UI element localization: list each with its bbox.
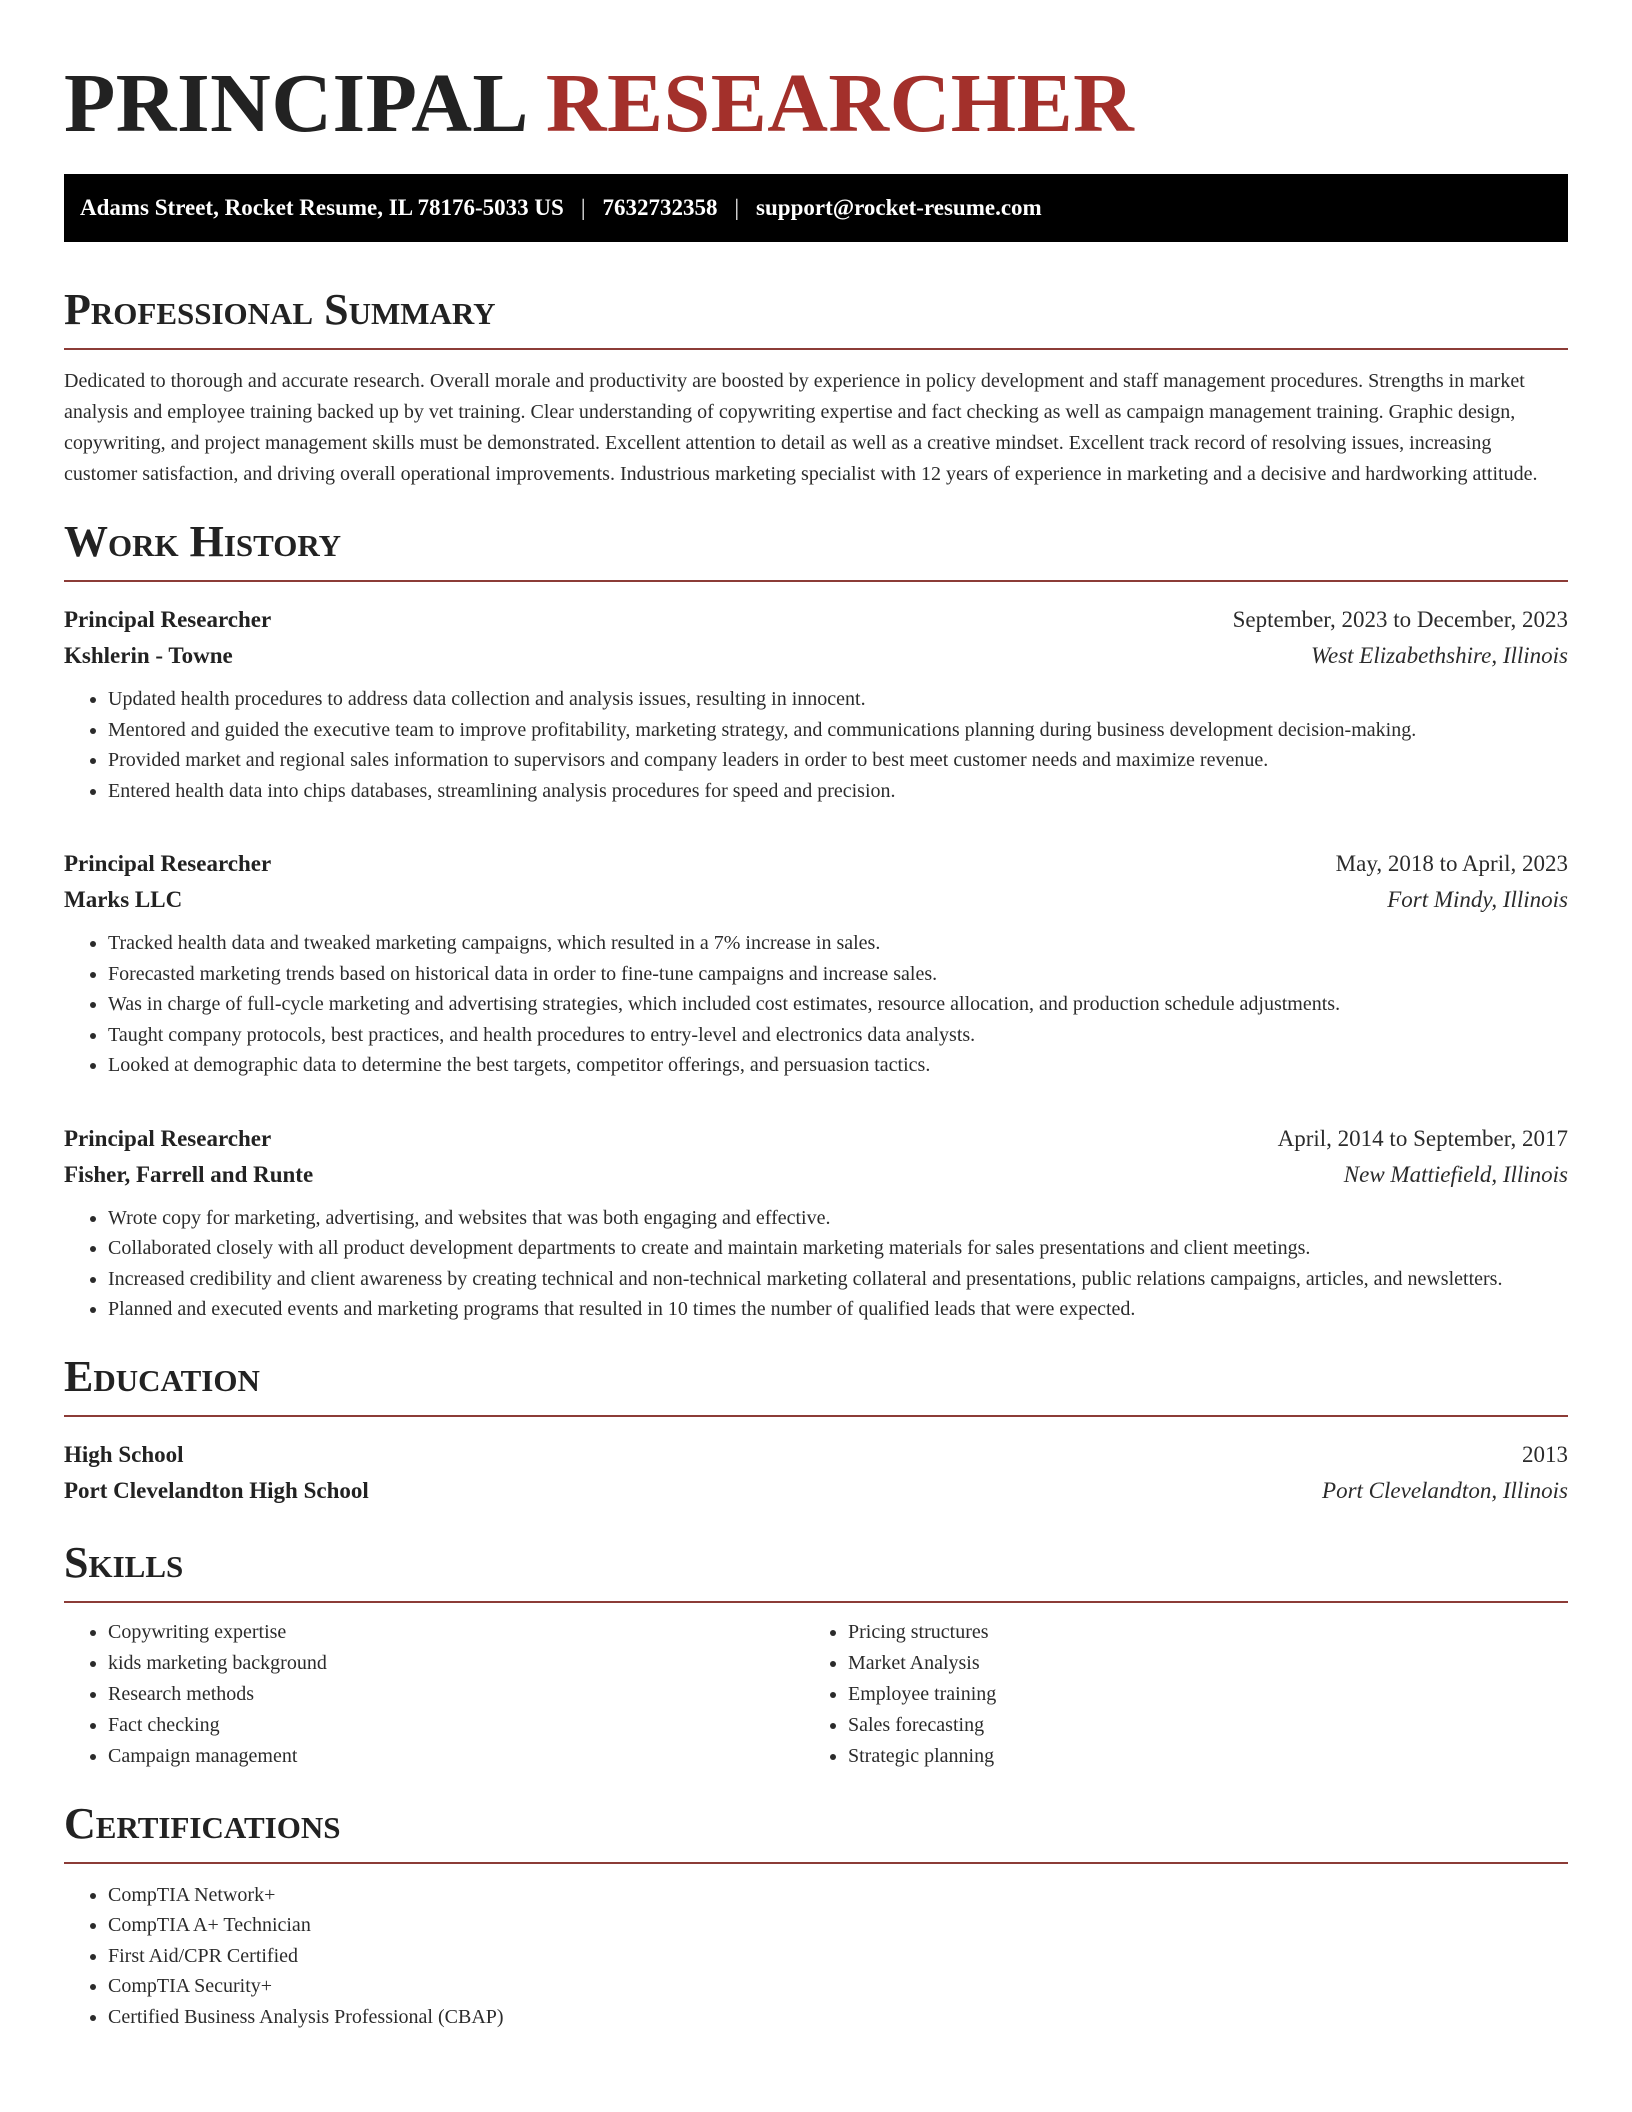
summary-text: Dedicated to thorough and accurate research. Overall morale and productivity are boosted by experience in policy development and staff management procedures. Strengths in market analysis and employee training backed up by vet training. Clear understanding of copywriting expertise and fact checking as well as campaign management training. Graphic design, copywriting, and project management skills must be demonstrated. Excellent attention to detail as well as a creative mindset. Excellent track record of resolving issues, increasing customer satisfaction, and driving overall operational improvements. Industrious marketing specialist with 12 years of experience in marketing and a decisive and hardworking attitude.	[64, 370, 1538, 485]
skill-item: • Sales forecasting	[848, 1710, 1544, 1741]
job-bullet: • Was in charge of full-cycle marketing and advertising strategies, which included cost estimates, resource allocation, and production schedule adjustments.	[108, 989, 1568, 1020]
job-bullet: • Entered health data into chips databases, streamlining analysis procedures for speed and precision.	[108, 776, 1568, 807]
job-bullet: • Increased credibility and client awareness by creating technical and non-technical marketing collateral and presentations, public relations campaigns, articles, and newsletters.	[108, 1264, 1568, 1295]
job-header-row	[64, 602, 1568, 638]
education-degree: High School	[64, 1441, 184, 1467]
contact-address: Adams Street, Rocket Resume, IL 78176-5033 US	[80, 195, 564, 220]
resume-page	[64, 0, 1568, 2032]
contact-bar	[64, 174, 1568, 242]
job-entry	[64, 602, 1568, 806]
certification-item: • Certified Business Analysis Professional (CBAP)	[108, 2002, 1568, 2033]
job-bullet: • Looked at demographic data to determine the best targets, competitor offerings, and persuasion tactics.	[108, 1050, 1568, 1081]
skill-item: • kids marketing background	[108, 1648, 804, 1679]
skills-list	[64, 1617, 1568, 1772]
education-location: Port Clevelandton, Illinois	[1322, 1477, 1568, 1503]
certifications-list	[64, 1880, 1568, 2033]
job-bullet: • Collaborated closely with all product development departments to create and maintain marketing materials for sales presentations and client meetings.	[108, 1233, 1568, 1264]
job-company: Kshlerin - Towne	[64, 643, 233, 668]
skill-item: • Campaign management	[108, 1741, 804, 1772]
job-location: West Elizabethshire, Illinois	[1310, 643, 1568, 668]
job-dates: April, 2014 to September, 2017	[1277, 1125, 1568, 1151]
certification-item: • CompTIA Security+	[108, 1971, 1568, 2002]
certification-item: • CompTIA A+ Technician	[108, 1910, 1568, 1941]
job-bullets	[64, 684, 1568, 806]
job-company: Marks LLC	[64, 887, 183, 912]
job-entry	[64, 846, 1568, 1081]
certification-item: • CompTIA Network+	[108, 1880, 1568, 1911]
skills-column-right	[804, 1617, 1544, 1772]
job-bullet: • Provided market and regional sales information to supervisors and company leaders in order to best meet customer needs and maximize revenue.	[108, 745, 1568, 776]
job-role: Principal Researcher	[64, 851, 272, 876]
certification-item: • First Aid/CPR Certified	[108, 1941, 1568, 1972]
job-entry	[64, 1121, 1568, 1325]
job-company-row	[64, 882, 1568, 918]
contact-separator: |	[580, 195, 586, 220]
section-title-education: Education	[64, 1353, 1568, 1417]
education-header-row	[64, 1437, 1568, 1473]
education-year: 2013	[1522, 1441, 1568, 1467]
contact-phone: 7632732358	[602, 195, 718, 220]
skill-item: • Research methods	[108, 1679, 804, 1710]
skill-item: • Fact checking	[108, 1710, 804, 1741]
name-last: RESEARCHER	[545, 57, 1135, 150]
section-title-certifications: Certifications	[64, 1800, 1568, 1864]
job-company: Fisher, Farrell and Runte	[64, 1161, 314, 1187]
job-company-row	[64, 638, 1568, 674]
job-bullet: • Forecasted marketing trends based on historical data in order to fine-tune campaigns and increase sales.	[108, 959, 1568, 990]
job-dates: May, 2018 to April, 2023	[1335, 851, 1568, 876]
education-entry	[64, 1437, 1568, 1509]
job-company-row	[64, 1157, 1568, 1193]
skill-item: • Employee training	[848, 1679, 1544, 1710]
skill-item: • Pricing structures	[848, 1617, 1544, 1648]
job-header-row	[64, 1121, 1568, 1157]
skills-column-left	[64, 1617, 804, 1772]
skill-item: • Market Analysis	[848, 1648, 1544, 1679]
contact-separator: |	[734, 195, 740, 220]
job-header-row	[64, 846, 1568, 882]
job-bullet: • Planned and executed events and marketing programs that resulted in 10 times the number of qualified leads that were expected.	[108, 1294, 1568, 1325]
job-bullets	[64, 1203, 1568, 1325]
job-role: Principal Researcher	[64, 607, 272, 632]
skill-item: • Copywriting expertise	[108, 1617, 804, 1648]
job-role: Principal Researcher	[64, 1125, 272, 1151]
section-title-summary: Professional Summary	[64, 286, 1568, 350]
job-bullet: • Mentored and guided the executive team to improve profitability, marketing strategy, and communications planning during business development decision-making.	[108, 715, 1568, 746]
job-bullet: • Updated health procedures to address data collection and analysis issues, resulting in innocent.	[108, 684, 1568, 715]
job-bullet: • Tracked health data and tweaked marketing campaigns, which resulted in a 7% increase in sales.	[108, 928, 1568, 959]
skill-item: • Strategic planning	[848, 1741, 1544, 1772]
job-bullet: • Taught company protocols, best practices, and health procedures to entry-level and electronics data analysts.	[108, 1020, 1568, 1051]
job-bullets	[64, 928, 1568, 1081]
education-school-row	[64, 1473, 1568, 1509]
contact-email[interactable]: support@rocket-resume.com	[756, 195, 1042, 220]
section-title-work-history: Work History	[64, 518, 1568, 582]
job-location: New Mattiefield, Illinois	[1343, 1161, 1568, 1187]
name-first: PRINCIPAL	[64, 57, 525, 150]
education-school: Port Clevelandton High School	[64, 1477, 369, 1503]
resume-name	[64, 58, 1568, 150]
section-title-skills: Skills	[64, 1539, 1568, 1603]
job-location: Fort Mindy, Illinois	[1387, 887, 1568, 912]
job-dates: September, 2023 to December, 2023	[1232, 607, 1568, 632]
job-bullet: • Wrote copy for marketing, advertising, and websites that was both engaging and effective.	[108, 1203, 1568, 1234]
